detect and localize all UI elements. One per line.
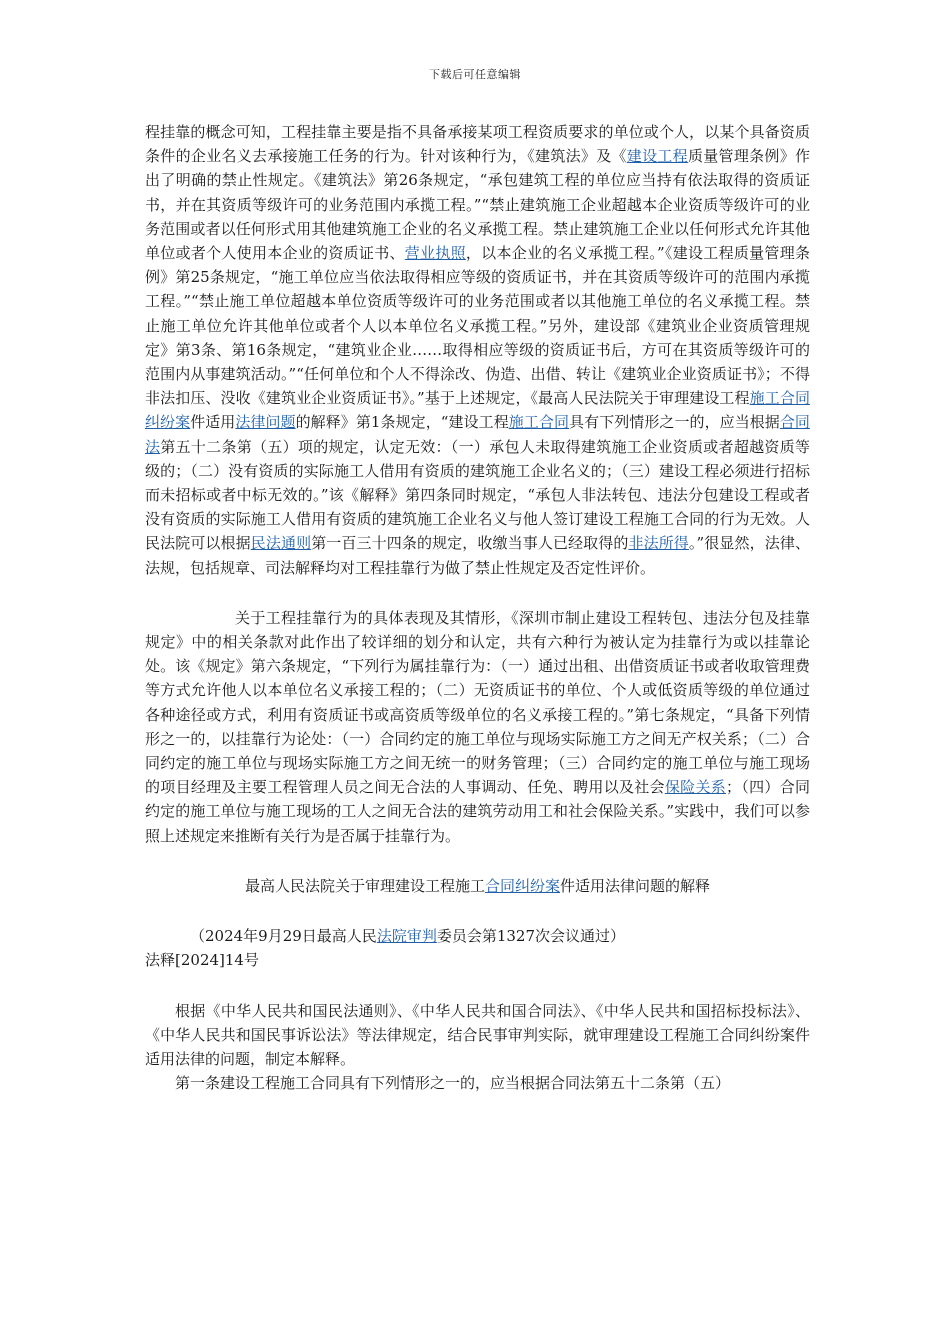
link-construction-contract[interactable]: 施工合同	[508, 413, 570, 432]
paragraph-preamble: 根据《中华人民共和国民法通则》、《中华人民共和国合同法》、《中华人民共和国招标投标法》、《中华人民共和国民事诉讼法》等法律规定，结合民事审判实际，就审理建设工程施工合同纠纷案件适用法律的问题，制定本解释。	[145, 1001, 810, 1068]
link-construction-contract-dispute[interactable]: 施工合同纠纷案	[145, 389, 810, 432]
link-contract-dispute-case[interactable]: 合同纠纷案	[484, 876, 560, 895]
paragraph-shenzhen-rules: 关于工程挂靠行为的具体表现及其情形，《深圳市制止建设工程转包、违法分包及挂靠规定》中的相关条款对此作出了较详细的划分和认定，共有六种行为被认定为挂靠行为或以挂靠论处。该《规定》第六条规定，“下列行为属挂靠行为：（一）通过出租、出借资质证书或者收取管理费等方式允许他人以本单位名义承接工程的；（二）无资质证书的单位、个人或低资质等级的单位通过各种途径或方式，利用有资质证书或高资质等级单位的名义承接工程的。”第七条规定，“具备下列情形之一的，以挂靠行为论处：（一）合同约定的施工单位与现场实际施工方之间无产权关系；（二）合同约定的施工单位与现场实际施工方之间无统一的财务管理；（三）合同约定的施工单位与施工现场的项目经理及主要工程管理人员之间无合法的人事调动、任免、聘用以及社会保险关系；（四）合同约定的施工单位与施工现场的工人之间无合法的建筑劳动用工和社会保险关系。”实践中，我们可以参照上述规定来推断有关行为是否属于挂靠行为。	[145, 608, 810, 845]
page-header: 下载后可任意编辑	[429, 68, 521, 81]
link-construction-engineering[interactable]: 建设工程	[626, 147, 688, 166]
paragraph-legal-basis: 程挂靠的概念可知，工程挂靠主要是指不具备承接某项工程资质要求的单位或个人，以某个具备资质条件的企业名义去承接施工任务的行为。针对该种行为，《建筑法》及《建设工程质量管理条例》作出了明确的禁止性规定。《建筑法》第26条规定，“承包建筑工程的单位应当持有依法取得的资质证书，并在其资质等级许可的业务范围内承揽工程。”“禁止建筑施工企业超越本企业资质等级许可的业务范围或者以任何形式用其他建筑施工企业的名义承揽工程。禁止建筑施工企业以任何形式允许其他单位或者个人使用本企业的资质证书、营业执照，以本企业的名义承揽工程。”《建设工程质量管理条例》第25条规定，“施工单位应当依法取得相应等级的资质证书，并在其资质等级许可的范围内承揽工程。”“禁止施工单位超越本单位资质等级许可的业务范围或者以其他施工单位的名义承揽工程。禁止施工单位允许其他单位或者个人以本单位名义承揽工程。”另外，建设部《建筑业企业资质管理规定》第3条、第16条规定，“建筑业企业……取得相应等级的资质证书后，方可在其资质等级许可的范围内从事建筑活动。”“任何单位和个人不得涂改、伪造、出借、转让《建筑业企业资质证书》；不得非法扣压、没收《建筑业企业资质证书》。”基于上述规定，《最高人民法院关于审理建设工程施工合同纠纷案件适用法律问题的解释》第1条规定，“建设工程施工合同具有下列情形之一的，应当根据合同法第五十二条第（五）项的规定，认定无效：（一）承包人未取得建筑施工企业资质或者超越资质等级的；（二）没有资质的实际施工人借用有资质的建筑施工企业名义的；（三）建设工程必须进行招标而未招标或者中标无效的。”该《解释》第四条同时规定，“承包人非法转包、违法分包建设工程或者没有资质的实际施工人借用有资质的建筑施工企业名义与他人签订建设工程施工合同的行为无效。人民法院可以根据民法通则第一百三十四条的规定，收缴当事人已经取得的非法所得。”很显然，法律、法规，包括规章、司法解释均对工程挂靠行为做了禁止性规定及否定性评价。	[145, 123, 810, 577]
link-business-license[interactable]: 营业执照	[404, 244, 466, 263]
paragraph-article-one: 第一条建设工程施工合同具有下列情形之一的，应当根据合同法第五十二条第（五）	[175, 1074, 731, 1093]
document-number: 法释[2024]14号	[145, 951, 259, 970]
passed-note: （2024年9月29日最高人民法院审判委员会第1327次会议通过）	[190, 927, 626, 946]
document-title: 最高人民法院关于审理建设工程施工合同纠纷案件适用法律问题的解释	[244, 876, 711, 895]
link-court-trial[interactable]: 法院审判	[376, 927, 437, 946]
link-general-principles-civil-law[interactable]: 民法通则	[250, 534, 312, 553]
link-contract-law[interactable]: 合同法	[145, 413, 810, 456]
link-legal-issues[interactable]: 法律问题	[235, 413, 296, 432]
link-insurance-relation[interactable]: 保险关系	[664, 778, 727, 797]
link-illegal-gains[interactable]: 非法所得	[628, 534, 689, 553]
document-body	[145, 120, 810, 1095]
